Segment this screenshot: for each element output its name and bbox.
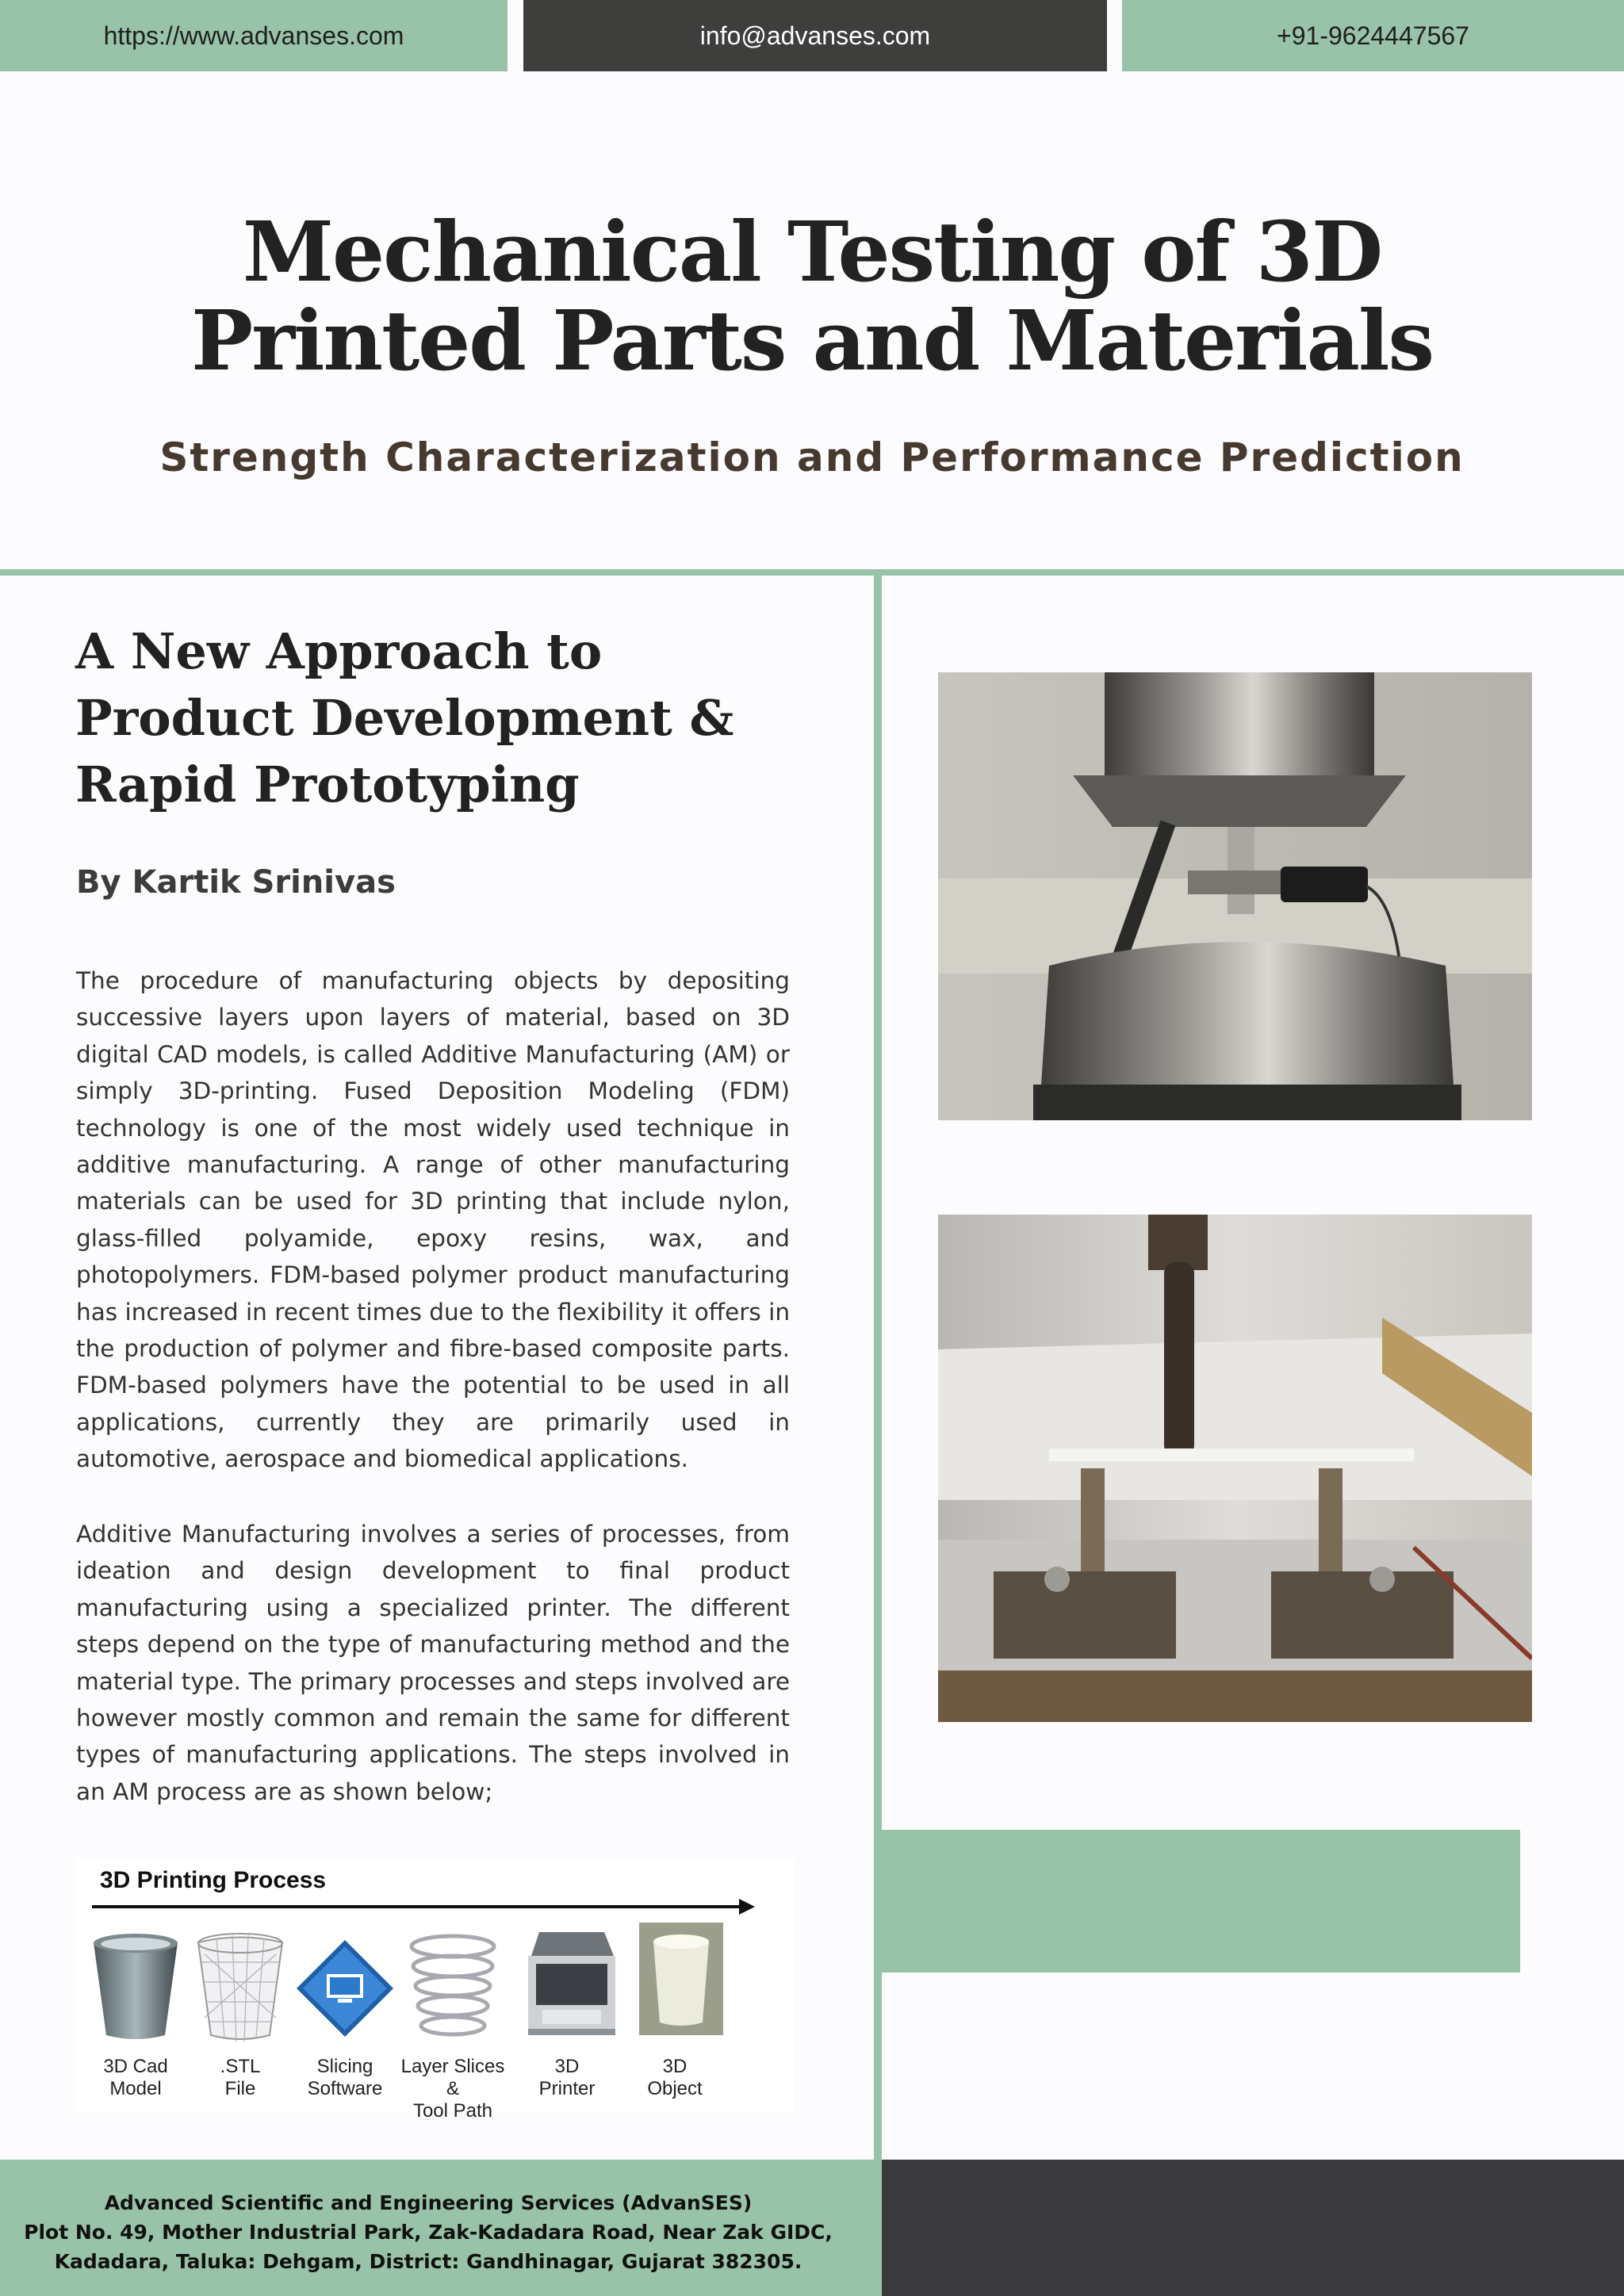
article-heading: A New Approach to Product Development & Rapid Prototyping	[75, 622, 734, 813]
process-step	[508, 1859, 626, 2113]
website-link[interactable]: https://www.advanses.com	[0, 0, 508, 71]
footer-address-line-1: Plot No. 49, Mother Industrial Park, Zak-Kadadara Road, Near Zak GIDC,	[24, 2221, 833, 2244]
process-step-label: .STL File	[220, 2056, 261, 2099]
tensile-test-photo	[938, 672, 1532, 1120]
phone-link[interactable]: +91-9624447567	[1122, 0, 1624, 71]
process-step-label: 3D Object	[647, 2056, 703, 2099]
process-step	[393, 1859, 512, 2122]
footer-dark-panel	[882, 2160, 1624, 2296]
process-step-label: Layer Slices & Tool Path	[400, 2056, 505, 2122]
bending-test-photo	[938, 1215, 1532, 1722]
slicing-software-icon	[285, 1859, 404, 2049]
article-byline: By Kartik Srinivas	[76, 864, 396, 901]
process-step-label: 3D Cad Model	[103, 2056, 168, 2099]
process-figure-title: 3D Printing Process	[100, 1867, 327, 1893]
footer-company-name: Advanced Scientific and Engineering Services (AdvanSES)	[104, 2191, 753, 2214]
footer-address-line-2: Kadadara, Taluka: Dehgam, District: Gandhinagar, Gujarat 382305.	[54, 2250, 802, 2273]
process-step	[181, 1859, 300, 2113]
stl-mesh-icon	[181, 1859, 300, 2049]
article-paragraph-1: The procedure of manufacturing objects by depositing successive layers upon layers of material, based on 3D digital CAD models, is called Additive Manufacturing (AM) or simply 3D-printing. Fused Deposition Modeling (FDM) technology is one of the most widely used technique in additive manufacturing. A range of other manufacturing materials can be used for 3D printing that include nylon, glass-filled polyamide, epoxy resins, wax, and photopolymers. FDM-based polymer product manufacturing has increased in recent times due to the flexibility it offers in the production of polymer and fibre-based composite parts. FDM-based polymers have the potential to be used in all applications, currently they are primarily used in automotive, aerospace and biomedical applications.	[76, 967, 791, 1473]
process-step	[615, 1859, 734, 2113]
process-step-label: Slicing Software	[307, 2056, 383, 2099]
process-step-label: 3D Printer	[538, 2056, 596, 2099]
process-step	[285, 1859, 404, 2113]
layer-slices-icon	[393, 1859, 512, 2049]
cad-cup-icon	[76, 1859, 195, 2049]
printed-object-icon	[615, 1859, 734, 2049]
process-step	[76, 1859, 195, 2113]
horizontal-divider	[0, 569, 1624, 576]
accent-block	[882, 1830, 1520, 1973]
vertical-divider	[874, 576, 882, 2160]
printer-icon	[508, 1859, 626, 2049]
article-paragraph-2: Additive Manufacturing involves a series of processes, from ideation and design development to final product manufacturing using a specialized printer. The different steps depend on the type of manufacturing method and the material type. The primary processes and steps involved are however mostly common and remain the same for different types of manufacturing applications. The steps involved in an AM process are as shown below;	[76, 1521, 790, 1805]
page-subtitle: Strength Characterization and Performance Prediction	[159, 434, 1465, 480]
email-link[interactable]: info@advanses.com	[523, 0, 1107, 71]
process-figure	[76, 1859, 795, 2122]
page-title: Mechanical Testing of 3D Printed Parts and Materials	[190, 203, 1434, 389]
footer-address	[0, 2188, 856, 2276]
